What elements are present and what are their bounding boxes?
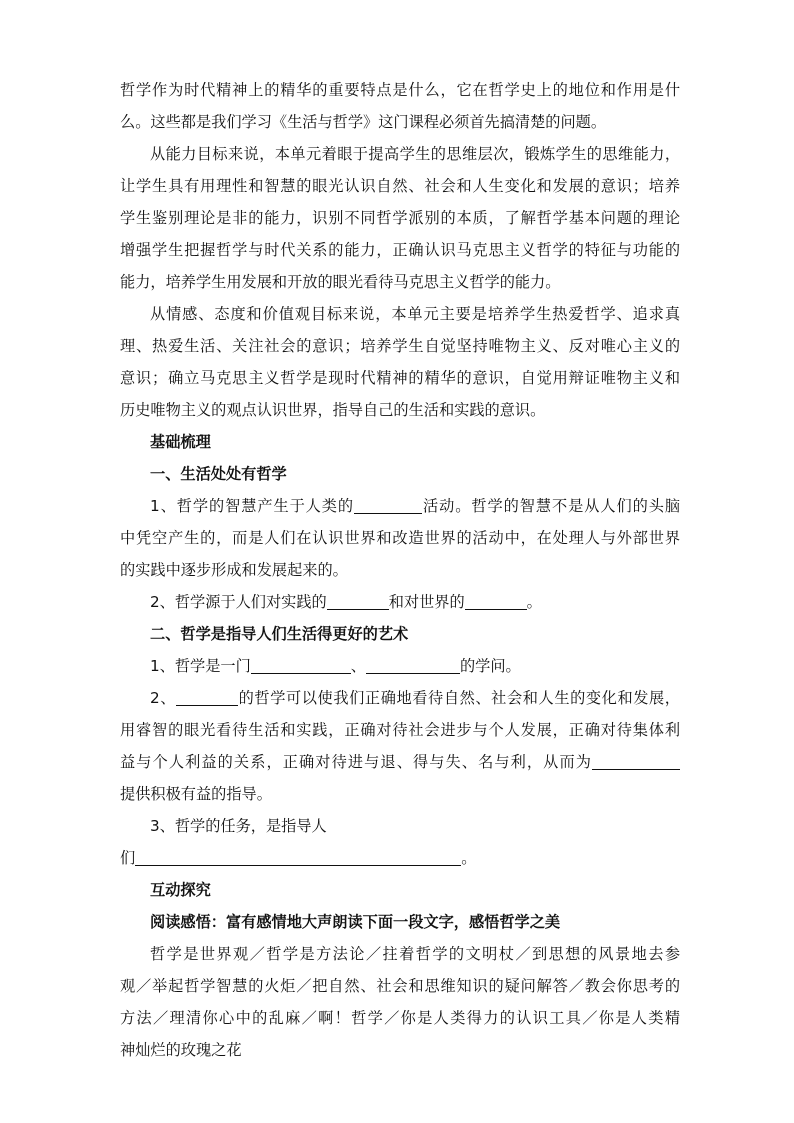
emotion-line-1: 从情感、态度和价值观目标来说，本单元主要是培养学生热爱哲学、追求真 [150,305,680,323]
poem-line-2: 观／举起哲学智慧的火炬／把自然、社会和思维知识的疑问解答／教会你思考的 [120,977,680,995]
section2-question-2-line-4: 提供积极有益的指导。 [120,785,272,803]
explore-heading: 互动探究 [150,881,211,899]
ability-line-4: 增强学生把握哲学与时代关系的能力，正确认识马克思主义哲学的特征与功能的 [120,241,680,259]
answer-blank[interactable] [592,754,680,770]
answer-blank[interactable] [176,690,238,706]
answer-blank[interactable] [366,658,460,674]
emotion-line-3: 意识；确立马克思主义哲学是现时代精神的精华的意识，自觉用辩证唯物主义和 [120,369,680,387]
emotion-line-2: 理、热爱生活、关注社会的意识；培养学生自觉坚持唯物主义、反对唯心主义的 [120,337,680,355]
section2-question-2: 2、 的哲学可以使我们正确地看待自然、社会和人生的变化和发展， [150,689,680,707]
section1-question-1-line-2: 中凭空产生的，而是人们在认识世界和改造世界的活动中，在处理人与外部世界 [120,529,680,547]
section1-title: 一、生活处处有哲学 [150,465,287,483]
section1-question-1: 1、哲学的智慧产生于人类的 活动。哲学的智慧不是从人们的头脑 [150,497,681,515]
answer-blank[interactable] [465,594,527,610]
section2-question-2-line-3: 益与个人利益的关系，正确对待进与退、得与失、名与利，从而为 [120,752,680,772]
section2-question-2-line-2: 用睿智的眼光看待生活和实践，正确对待社会进步与个人发展，正确对待集体利 [120,721,680,739]
intro-line-1: 哲学作为时代精神上的精华的重要特点是什么，它在哲学史上的地位和作用是什 [120,81,680,99]
answer-blank[interactable] [251,658,351,674]
section2-question-1: 1、哲学是一门 、 的学问。 [150,657,521,675]
poem-line-3: 方法／理清你心中的乱麻／啊！哲学／你是人类得力的认识工具／你是人类精 [120,1009,680,1027]
section2-question-3: 3、哲学的任务，是指导人 [150,817,327,835]
answer-blank[interactable] [327,594,389,610]
explore-subheading: 阅读感悟：富有感情地大声朗读下面一段文字，感悟哲学之美 [150,913,561,931]
poem-line-1: 哲学是世界观／哲学是方法论／拄着哲学的文明杖／到思想的风景地去参 [150,945,680,963]
ability-line-3: 学生鉴别理论是非的能力，识别不同哲学派别的本质，了解哲学基本问题的理论 [120,209,680,227]
emotion-line-4: 历史唯物主义的观点认识世界，指导自己的生活和实践的意识。 [120,401,546,419]
answer-blank[interactable] [354,498,422,514]
ability-line-5: 能力，培养学生用发展和开放的眼光看待马克思主义哲学的能力。 [120,273,561,291]
poem-line-4: 神灿烂的玫瑰之花 [120,1041,242,1059]
section2-question-3-line-2: 们 。 [120,849,477,867]
ability-line-2: 让学生具有用理性和智慧的眼光认识自然、社会和人生变化和发展的意识；培养 [120,177,680,195]
section2-title: 二、哲学是指导人们生活得更好的艺术 [150,625,409,643]
answer-blank[interactable] [135,850,461,866]
intro-line-2: 么。这些都是我们学习《生活与哲学》这门课程必须首先搞清楚的问题。 [120,113,606,131]
basics-heading: 基础梳理 [150,433,211,451]
section1-question-1-line-3: 的实践中逐步形成和发展起来的。 [120,561,348,579]
ability-line-1: 从能力目标来说，本单元着眼于提高学生的思维层次，锻炼学生的思维能力， [150,145,680,163]
section1-question-2: 2、哲学源于人们对实践的 和对世界的 。 [150,593,542,611]
